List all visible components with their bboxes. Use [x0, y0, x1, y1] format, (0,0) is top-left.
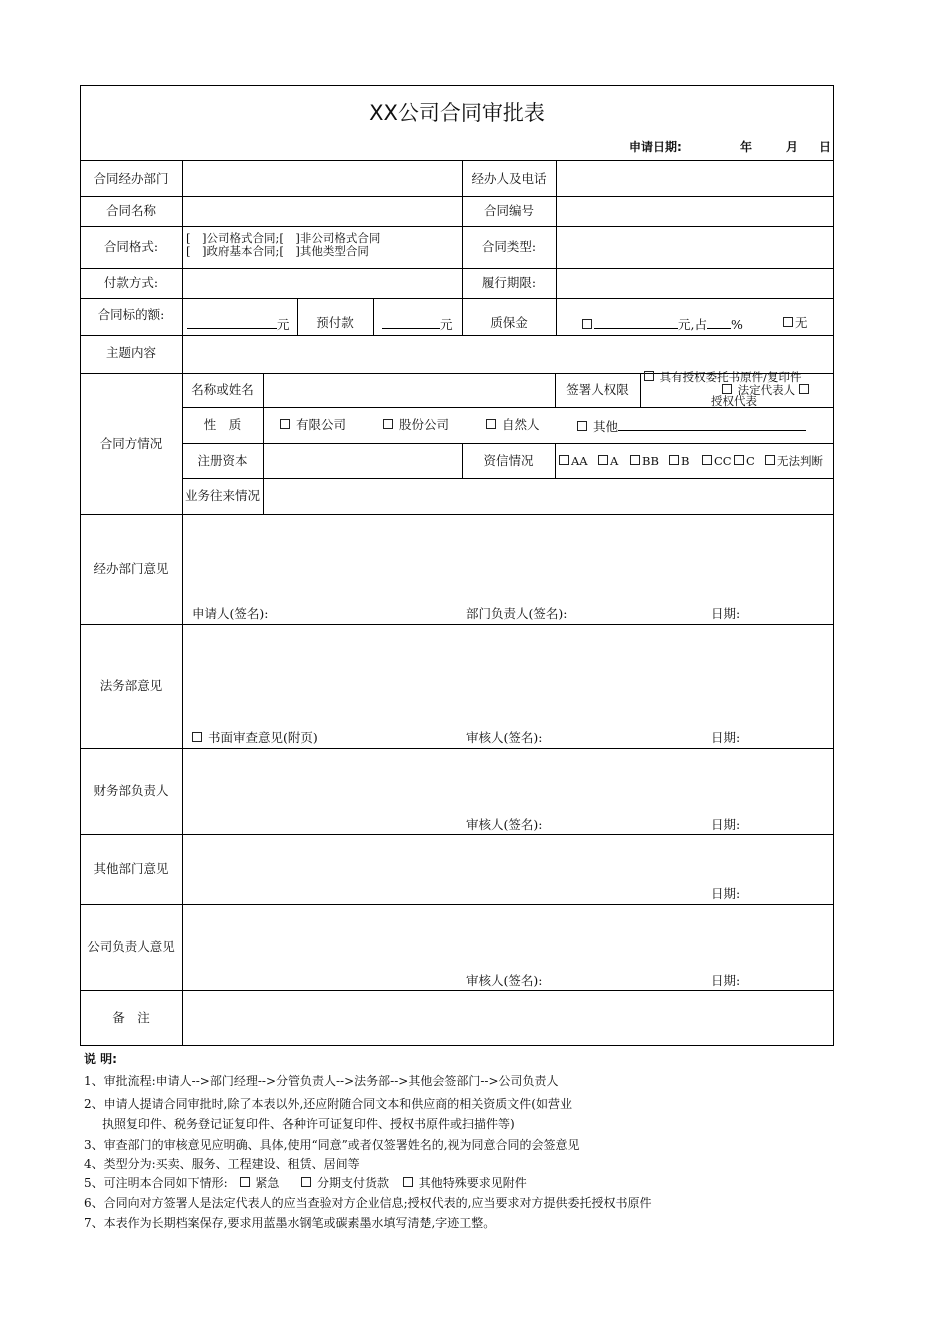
- finance-date-label: 日期:: [711, 817, 741, 832]
- prepay-yuan: 元: [440, 317, 453, 332]
- deposit-percent: %: [730, 317, 743, 332]
- checkbox-icon[interactable]: [577, 421, 587, 431]
- note-item: 执照复印件、税务登记证复印件、各种许可证复印件、授权书原件或扫描件等): [102, 1117, 515, 1131]
- other-dept-label: 其他部门意见: [93, 861, 169, 876]
- note-item: 4、类型分为:买卖、服务、工程建设、租赁、居间等: [84, 1157, 360, 1171]
- form-title: XX公司合同审批表: [369, 101, 545, 125]
- credit-option-c[interactable]: C: [734, 454, 755, 468]
- contract-type-field[interactable]: [557, 227, 833, 268]
- apply-date-year: 年: [740, 140, 753, 154]
- company-head-label: 公司负责人意见: [87, 939, 175, 954]
- business-label: 业务往来情况: [184, 488, 260, 503]
- number-label: 合同编号: [483, 203, 534, 218]
- notes-heading: 说 明:: [84, 1052, 117, 1066]
- handler-label: 经办人及电话: [471, 171, 547, 186]
- sign-auth-label: 签署人权限: [566, 382, 629, 397]
- legal-reviewer-label: 审核人(签名):: [466, 730, 543, 745]
- credit-label: 资信情况: [483, 453, 534, 468]
- amount-yuan: 元: [277, 317, 290, 332]
- format-option-line2[interactable]: [ ]政府基本合同;[ ]其他类型合同: [186, 244, 369, 258]
- amount-field[interactable]: [187, 316, 290, 332]
- checkbox-icon[interactable]: [486, 419, 496, 429]
- format-option-line1[interactable]: [ ]公司格式合同;[ ]非公司格式合同: [186, 231, 381, 245]
- auth-option-1[interactable]: 具有授权委托书原件/复印件: [644, 371, 802, 383]
- credit-option-unknown[interactable]: 无法判断: [765, 454, 823, 468]
- checkbox-icon[interactable]: [722, 384, 732, 394]
- deposit-none-option[interactable]: 无: [783, 316, 808, 330]
- written-review-option[interactable]: 书面审查意见(附页): [192, 731, 318, 745]
- checkbox-icon[interactable]: [799, 384, 809, 394]
- note-item: 7、本表作为长期档案保存,要求用蓝墨水钢笔或碳素墨水填写清楚,字迹工整。: [84, 1216, 496, 1230]
- apply-date-label: 申请日期:: [629, 140, 682, 154]
- checkbox-icon[interactable]: [598, 455, 608, 465]
- credit-option-b[interactable]: B: [669, 454, 689, 468]
- nature-option-joint-stock[interactable]: 股份公司: [383, 418, 449, 432]
- dept-head-sign-label: 部门负责人(签名):: [466, 606, 568, 621]
- business-field[interactable]: [264, 479, 833, 514]
- auth-option-2[interactable]: 法定代表人: [722, 384, 811, 396]
- checkbox-icon[interactable]: [403, 1177, 413, 1187]
- nature-option-natural-person[interactable]: 自然人: [486, 418, 540, 432]
- handler-field[interactable]: [557, 161, 833, 196]
- type-label: 合同类型:: [481, 239, 537, 254]
- contract-number-field[interactable]: [557, 197, 833, 226]
- company-head-date-label: 日期:: [711, 973, 741, 988]
- legal-date-label: 日期:: [711, 730, 741, 745]
- situation-option-installment[interactable]: 分期支付货款: [301, 1176, 389, 1190]
- checkbox-icon[interactable]: [669, 455, 679, 465]
- dept-field[interactable]: [183, 161, 462, 196]
- nature-label: 性 质: [203, 417, 242, 432]
- nature-option-limited[interactable]: 有限公司: [280, 418, 346, 432]
- approval-form: [80, 85, 834, 1046]
- finance-reviewer-label: 审核人(签名):: [466, 817, 543, 832]
- finance-label: 财务部负责人: [93, 783, 169, 798]
- situation-option-urgent[interactable]: 紧急: [240, 1176, 280, 1190]
- credit-option-cc[interactable]: CC: [702, 454, 732, 468]
- party-name-label: 名称或姓名: [191, 382, 254, 397]
- deposit-yuan: 元,占: [678, 317, 707, 332]
- legal-label: 法务部意见: [99, 678, 163, 693]
- note-item: 2、申请人提请合同审批时,除了本表以外,还应附随合同文本和供应商的相关资质文件(如营业: [84, 1097, 572, 1111]
- checkbox-icon[interactable]: [765, 455, 775, 465]
- apply-date-day: 日: [819, 140, 832, 154]
- checkbox-icon[interactable]: [240, 1177, 250, 1187]
- note-item: 1、审批流程:申请人-->部门经理-->分管负责人-->法务部-->其他会签部门-->公司负责人: [84, 1074, 559, 1088]
- format-label: 合同格式:: [103, 239, 159, 254]
- credit-option-aa[interactable]: AA: [559, 454, 588, 468]
- subject-label: 主题内容: [105, 345, 156, 360]
- party-name-field[interactable]: [264, 374, 555, 407]
- applicant-sign-label: 申请人(签名):: [192, 606, 269, 621]
- note-item: 5、可注明本合同如下情形: 紧急 分期支付货款 其他特殊要求见附件: [84, 1176, 527, 1190]
- checkbox-icon[interactable]: [301, 1177, 311, 1187]
- checkbox-icon[interactable]: [582, 319, 592, 329]
- auth-option-3: 授权代表: [711, 394, 757, 408]
- party-label: 合同方情况: [99, 436, 163, 451]
- nature-option-other[interactable]: 其他: [577, 418, 806, 434]
- term-label: 履行期限:: [481, 275, 537, 290]
- checkbox-icon[interactable]: [192, 732, 202, 742]
- term-field[interactable]: [557, 269, 833, 298]
- border-top: [80, 85, 834, 86]
- checkbox-icon[interactable]: [630, 455, 640, 465]
- border-bottom: [80, 1045, 834, 1046]
- prepay-field[interactable]: [382, 316, 453, 332]
- apply-date-month: 月: [786, 140, 799, 154]
- company-head-reviewer-label: 审核人(签名):: [466, 973, 543, 988]
- payment-field[interactable]: [183, 269, 462, 298]
- capital-field[interactable]: [264, 444, 462, 478]
- checkbox-icon[interactable]: [383, 419, 393, 429]
- name-label: 合同名称: [105, 203, 156, 218]
- dept-label: 合同经办部门: [93, 171, 169, 186]
- checkbox-icon[interactable]: [280, 419, 290, 429]
- deposit-label: 质保金: [490, 315, 528, 330]
- other-dept-date-label: 日期:: [711, 886, 741, 901]
- credit-option-a[interactable]: A: [598, 454, 618, 468]
- deposit-field[interactable]: [582, 316, 743, 332]
- situation-option-special[interactable]: 其他特殊要求见附件: [403, 1176, 527, 1190]
- contract-name-field[interactable]: [183, 197, 462, 226]
- note-item: 6、合同向对方签署人是法定代表人的应当查验对方企业信息;授权代表的,应当要求对方提供委托授权书原件: [84, 1196, 652, 1210]
- subject-field[interactable]: [183, 336, 833, 373]
- remarks-label: 备 注: [112, 1010, 150, 1025]
- prepay-label: 预付款: [316, 315, 354, 330]
- note-item: 3、审查部门的审核意见应明确、具体,使用“同意”或者仅签署姓名的,视为同意合同的会签意见: [84, 1138, 580, 1152]
- capital-label: 注册资本: [197, 453, 248, 468]
- checkbox-icon[interactable]: [734, 455, 744, 465]
- checkbox-icon[interactable]: [559, 455, 569, 465]
- checkbox-icon[interactable]: [702, 455, 712, 465]
- handling-date-label: 日期:: [711, 606, 741, 621]
- checkbox-icon[interactable]: [644, 371, 654, 381]
- credit-option-bb[interactable]: BB: [630, 454, 659, 468]
- amount-label: 合同标的额:: [97, 307, 165, 322]
- payment-label: 付款方式:: [103, 275, 159, 290]
- remarks-field[interactable]: [183, 991, 833, 1045]
- checkbox-icon[interactable]: [783, 317, 793, 327]
- border-right: [833, 85, 834, 1046]
- handling-dept-label: 经办部门意见: [93, 561, 169, 576]
